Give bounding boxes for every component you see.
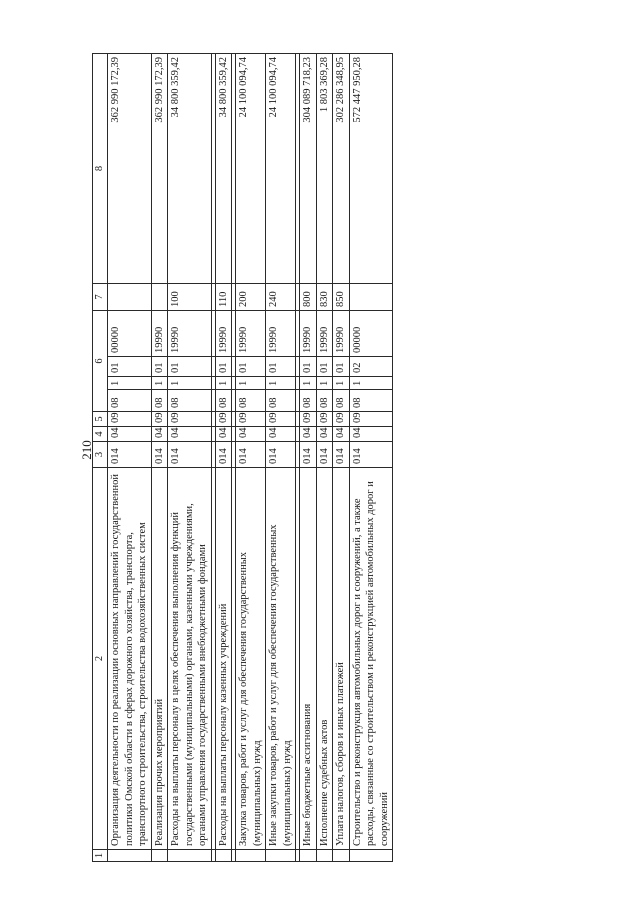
row-vr-cell: 240: [266, 284, 296, 311]
row-rz-cell: 04: [316, 427, 333, 442]
row-rz-cell: 04: [151, 427, 168, 442]
row-csr3-cell: 02: [349, 357, 393, 377]
row-grbs-cell: 014: [151, 442, 168, 468]
row-csr4-cell: 19990: [266, 311, 296, 357]
row-rz-cell: 04: [333, 427, 350, 442]
row-rz-cell: 04: [266, 427, 296, 442]
row-csr2-cell: 1: [300, 377, 317, 390]
row-pr-cell: 09: [168, 412, 212, 427]
row-csr4-cell: 19990: [316, 311, 333, 357]
row-sum-cell: 304 089 718,23: [300, 54, 317, 284]
row-sum-cell: 1 803 369,28: [316, 54, 333, 284]
row-csr4-cell: 19990: [300, 311, 317, 357]
row-csr1-cell: 08: [266, 390, 296, 412]
row-csr2-cell: 1: [108, 377, 152, 390]
row-vr-cell: [108, 284, 152, 311]
header-col-3: 3: [93, 442, 108, 468]
row-csr4-cell: 19990: [236, 311, 266, 357]
row-vr-cell: 800: [300, 284, 317, 311]
row-csr1-cell: 08: [215, 390, 232, 412]
row-pr-cell: 09: [108, 412, 152, 427]
page-number: 210: [78, 440, 94, 460]
row-name-cell: Реализация прочих мероприятий: [151, 468, 168, 850]
row-grbs-cell: 014: [215, 442, 232, 468]
row-sum-cell: 302 286 348,95: [333, 54, 350, 284]
row-csr3-cell: 01: [266, 357, 296, 377]
row-csr1-cell: 08: [151, 390, 168, 412]
row-pr-cell: 09: [215, 412, 232, 427]
table-row: [266, 54, 296, 862]
table-row: [108, 54, 152, 862]
row-name-cell: Исполнение судебных актов: [316, 468, 333, 850]
row-pr-cell: 09: [333, 412, 350, 427]
row-csr1-cell: 08: [316, 390, 333, 412]
row-vr-cell: 200: [236, 284, 266, 311]
row-index-cell: [168, 850, 212, 862]
table-row: [236, 54, 266, 862]
row-name-cell: Иные бюджетные ассигнования: [300, 468, 317, 850]
row-index-cell: [316, 850, 333, 862]
row-vr-cell: 850: [333, 284, 350, 311]
row-name-cell: Закупка товаров, работ и услуг для обеспечения государственных (муниципальных) нужд: [236, 468, 266, 850]
row-vr-cell: 110: [215, 284, 232, 311]
row-csr3-cell: 01: [236, 357, 266, 377]
row-grbs-cell: 014: [316, 442, 333, 468]
row-csr1-cell: 08: [333, 390, 350, 412]
row-csr2-cell: 1: [215, 377, 232, 390]
row-csr4-cell: 19990: [151, 311, 168, 357]
row-csr2-cell: 1: [236, 377, 266, 390]
row-pr-cell: 09: [266, 412, 296, 427]
row-rz-cell: 04: [349, 427, 393, 442]
row-csr1-cell: 08: [236, 390, 266, 412]
rotated-table-container: [92, 54, 524, 862]
row-vr-cell: [349, 284, 393, 311]
row-sum-cell: 24 100 094,74: [266, 54, 296, 284]
header-col-8: 8: [93, 54, 108, 284]
row-index-cell: [300, 850, 317, 862]
row-grbs-cell: 014: [349, 442, 393, 468]
header-col-6: 6: [93, 311, 108, 412]
table-row: [349, 54, 393, 862]
rotated-page-wrapper: [92, 54, 524, 862]
row-sum-cell: 572 447 950,28: [349, 54, 393, 284]
row-csr3-cell: 01: [215, 357, 232, 377]
row-csr1-cell: 08: [168, 390, 212, 412]
row-sum-cell: 362 990 172,39: [108, 54, 152, 284]
row-pr-cell: 09: [300, 412, 317, 427]
row-csr4-cell: 19990: [333, 311, 350, 357]
row-csr2-cell: 1: [266, 377, 296, 390]
row-csr4-cell: 19990: [215, 311, 232, 357]
header-col-2: 2: [93, 468, 108, 850]
row-pr-cell: 09: [349, 412, 393, 427]
row-rz-cell: 04: [108, 427, 152, 442]
row-csr4-cell: 19990: [168, 311, 212, 357]
table-row: [316, 54, 333, 862]
row-index-cell: [349, 850, 393, 862]
row-name-cell: Расходы на выплаты персоналу казенных учреждений: [215, 468, 232, 850]
header-col-1: 1: [93, 850, 108, 862]
row-name-cell: Уплата налогов, сборов и иных платежей: [333, 468, 350, 850]
row-csr2-cell: 1: [168, 377, 212, 390]
row-grbs-cell: 014: [168, 442, 212, 468]
row-rz-cell: 04: [168, 427, 212, 442]
row-name-cell: Расходы на выплаты персоналу в целях обеспечения выполнения функций государственными (муниципальными) органами, казенными учреждениями, органами управления государственными внебюджетными фондами: [168, 468, 212, 850]
header-row: [93, 54, 108, 862]
row-rz-cell: 04: [300, 427, 317, 442]
row-grbs-cell: 014: [236, 442, 266, 468]
row-csr3-cell: 01: [316, 357, 333, 377]
row-grbs-cell: 014: [108, 442, 152, 468]
table-row: [215, 54, 232, 862]
row-index-cell: [333, 850, 350, 862]
row-index-cell: [215, 850, 232, 862]
table-row: [168, 54, 212, 862]
row-index-cell: [151, 850, 168, 862]
row-rz-cell: 04: [236, 427, 266, 442]
table-row: [151, 54, 168, 862]
table-row: [300, 54, 317, 862]
row-vr-cell: [151, 284, 168, 311]
row-index-cell: [236, 850, 266, 862]
row-csr2-cell: 1: [316, 377, 333, 390]
row-sum-cell: 24 100 094,74: [236, 54, 266, 284]
budget-table: [92, 53, 393, 862]
row-name-cell: Иные закупки товаров, работ и услуг для обеспечения государственных (муниципальных) нужд: [266, 468, 296, 850]
row-grbs-cell: 014: [300, 442, 317, 468]
row-grbs-cell: 014: [266, 442, 296, 468]
row-pr-cell: 09: [316, 412, 333, 427]
row-csr3-cell: 01: [333, 357, 350, 377]
row-index-cell: [108, 850, 152, 862]
row-vr-cell: 830: [316, 284, 333, 311]
row-csr1-cell: 08: [349, 390, 393, 412]
row-rz-cell: 04: [215, 427, 232, 442]
row-csr2-cell: 1: [151, 377, 168, 390]
row-sum-cell: 34 800 359,42: [168, 54, 212, 284]
row-index-cell: [266, 850, 296, 862]
row-sum-cell: 362 990 172,39: [151, 54, 168, 284]
row-sum-cell: 34 800 359,42: [215, 54, 232, 284]
row-grbs-cell: 014: [333, 442, 350, 468]
header-col-4: 4: [93, 427, 108, 442]
row-name-cell: Строительство и реконструкция автомобильных дорог и сооружений, а также расходы, связанные со строительством и реконструкцией автомобильных дорог и сооружений: [349, 468, 393, 850]
row-pr-cell: 09: [151, 412, 168, 427]
row-csr4-cell: 00000: [108, 311, 152, 357]
table-row: [333, 54, 350, 862]
row-csr2-cell: 1: [333, 377, 350, 390]
row-pr-cell: 09: [236, 412, 266, 427]
row-csr1-cell: 08: [108, 390, 152, 412]
row-csr3-cell: 01: [151, 357, 168, 377]
row-csr1-cell: 08: [300, 390, 317, 412]
header-col-7: 7: [93, 284, 108, 311]
row-csr4-cell: 00000: [349, 311, 393, 357]
row-name-cell: Организация деятельности по реализации основных направлений государственной политики Омской области в сферах дорожного хозяйства, транспорта, транспортного строительства, строительства водохозяйственных систем: [108, 468, 152, 850]
row-csr3-cell: 01: [168, 357, 212, 377]
row-csr2-cell: 1: [349, 377, 393, 390]
row-csr3-cell: 01: [300, 357, 317, 377]
row-vr-cell: 100: [168, 284, 212, 311]
header-col-5: 5: [93, 412, 108, 427]
row-csr3-cell: 01: [108, 357, 152, 377]
